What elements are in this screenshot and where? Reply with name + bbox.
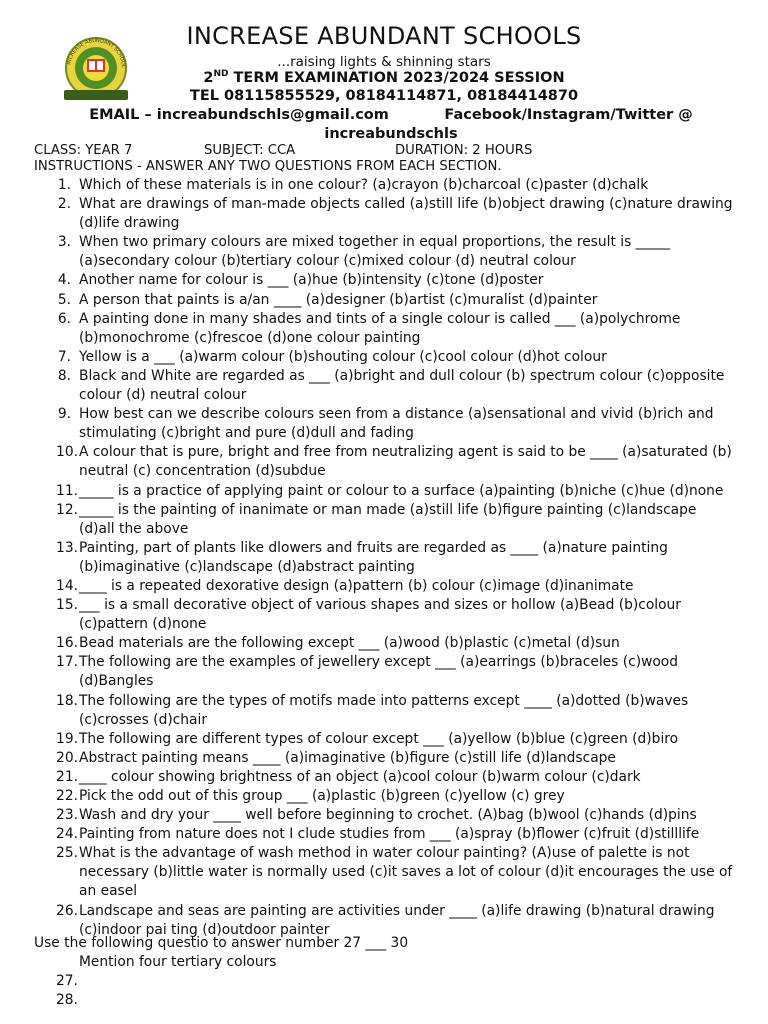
question-text: Abstract painting means ____ (a)imaginative (b)figure (c)still life (d)landscape: [79, 749, 616, 766]
question-number: 5.: [57, 291, 71, 308]
question-number: 9.: [57, 406, 71, 423]
question-text: Black and White are regarded as ___ (a)bright and dull colour (b) spectrum colour (c)opposite colour (d) neutral colour: [79, 367, 725, 404]
answer-number: 27.: [56, 973, 78, 989]
question-text: A painting done in many shades and tints of a single colour is called ___ (a)polychrome (b)monochrome (c)frescoe (d)one colour painting: [79, 310, 681, 346]
question-item: [34, 348, 734, 367]
question-number: 22.: [56, 788, 78, 804]
question-number: 7.: [57, 348, 71, 365]
question-text: Bead materials are the following except ___ (a)wood (b)plastic (c)metal (d)sun: [79, 635, 620, 652]
question-number: 10.: [56, 444, 78, 461]
question-item: [34, 405, 734, 443]
instructions: INSTRUCTIONS - ANSWER ANY TWO QUESTIONS FROM EACH SECTION.: [34, 159, 502, 174]
question-number: 12.: [56, 501, 78, 518]
question-number: 1.: [57, 177, 71, 193]
school-motto: ...raising lights & shinning stars: [277, 54, 491, 70]
question-item: [34, 443, 734, 481]
question-number: 4.: [57, 272, 71, 289]
question-number: 23.: [56, 807, 78, 824]
duration-label: DURATION: 2 HOURS: [395, 143, 533, 158]
question-list: [34, 176, 734, 940]
question-number: 13.: [56, 539, 78, 556]
question-item: [34, 653, 734, 691]
exam-title-prefix: 2: [203, 69, 214, 86]
question-number: 15.: [56, 597, 78, 614]
question-text: When two primary colours are mixed together in equal proportions, the result is _____ (a)secondary colour (b)tertiary colour (c)mixed colour (d) neutral colour: [79, 234, 671, 270]
question-number: 25.: [56, 845, 78, 862]
question-number: 26.: [56, 902, 78, 919]
question-text: ___ is a small decorative object of various shapes and sizes or hollow (a)Bead (b)colour (c)pattern (d)none: [79, 597, 681, 633]
question-item: [34, 730, 734, 749]
question-text: The following are different types of colour except ___ (a)yellow (b)blue (c)green (d)biro: [79, 730, 679, 747]
question-item: [34, 233, 734, 271]
sub-question: Mention four tertiary colours: [79, 954, 277, 970]
logo-arc-text: INCREASE ABUNDANT SCHOOL: [66, 37, 127, 69]
question-text: Painting, part of plants like dlowers and fruits are regarded as ____ (a)nature painting (b)imaginative (c)landscape (d)abstract painting: [79, 539, 668, 575]
question-text: _____ is a practice of applying paint or colour to a surface (a)painting (b)niche (c)hue (d)none: [79, 482, 724, 499]
question-number: 3.: [57, 234, 71, 251]
question-text: Pick the odd out of this group ___ (a)plastic (b)green (c)yellow (c) grey: [79, 788, 565, 804]
question-text: Which of these materials is in one colour? (a)crayon (b)charcoal (c)paster (d)chalk: [79, 177, 649, 193]
question-text: What is the advantage of wash method in water colour painting? (A)use of palette is not necessary (b)little water is normally used (c)it saves a lot of colour (d)it encourages the use of an easel: [79, 845, 733, 900]
question-text: A person that paints is a/an ____ (a)designer (b)artist (c)muralist (d)painter: [79, 291, 598, 308]
question-text: ____ is a repeated dexorative design (a)pattern (b) colour (c)image (d)inanimate: [79, 577, 634, 594]
question-number: 17.: [56, 654, 78, 671]
question-number: 24.: [56, 826, 78, 843]
question-text: ____ colour showing brightness of an object (a)cool colour (b)warm colour (c)dark: [79, 768, 641, 785]
question-text: A colour that is pure, bright and free from neutralizing agent is said to be ____ (a)saturated (b) neutral (c) concentration (d)subdue: [79, 444, 732, 480]
question-item: [34, 692, 734, 730]
question-item: [34, 825, 734, 844]
question-text: The following are the types of motifs made into patterns except ____ (a)dotted (b)waves (c)crosses (d)chair: [79, 692, 689, 728]
subject-label: SUBJECT: CCA: [204, 143, 296, 158]
question-text: How best can we describe colours seen from a distance (a)sensational and vivid (b)rich and stimulating (c)bright and pure (d)dull and fading: [79, 406, 714, 442]
question-number: 16.: [56, 635, 78, 652]
question-item: [34, 501, 734, 539]
school-name: INCREASE ABUNDANT SCHOOLS: [186, 22, 582, 50]
question-text: Yellow is a ___ (a)warm colour (b)shouting colour (c)cool colour (d)hot colour: [79, 348, 607, 365]
question-item: [34, 195, 734, 233]
question-item: [34, 844, 734, 901]
question-item: [34, 577, 734, 596]
question-item: [34, 271, 734, 290]
question-number: 21.: [56, 768, 78, 785]
question-text: Another name for colour is ___ (a)hue (b)intensity (c)tone (d)poster: [79, 272, 544, 289]
exam-title-sup: ND: [213, 69, 229, 79]
question-number: 8.: [57, 367, 71, 384]
question-item: [34, 596, 734, 634]
telephone-line: TEL 08115855529, 08184114871, 08184414870: [189, 88, 579, 104]
question-number: 11.: [56, 482, 78, 499]
section-note: Use the following questio to answer number 27 ___ 30: [34, 935, 409, 951]
question-item: [34, 310, 734, 348]
question-number: 18.: [56, 692, 78, 709]
question-number: 20.: [56, 749, 78, 766]
question-number: 19.: [56, 730, 78, 747]
question-item: [34, 634, 734, 653]
question-item: [34, 367, 734, 405]
question-item: [34, 749, 734, 768]
question-item: [34, 806, 734, 825]
question-text: Painting from nature does not I clude studies from ___ (a)spray (b)flower (c)fruit (d)stilllife: [79, 826, 700, 843]
question-item: [34, 176, 734, 195]
question-text: What are drawings of man-made objects called (a)still life (b)object drawing (c)nature drawing (d)life drawing: [79, 196, 733, 232]
question-number: 2.: [57, 196, 71, 213]
answer-number: 28.: [56, 992, 78, 1008]
exam-title-rest: TERM EXAMINATION 2023/2024 SESSION: [228, 69, 565, 86]
question-item: [34, 539, 734, 577]
question-item: [34, 768, 734, 787]
question-number: 6.: [57, 310, 71, 327]
question-item: [34, 291, 734, 310]
exam-title: [0, 69, 768, 86]
question-number: 14.: [56, 577, 78, 594]
question-item: [34, 787, 734, 806]
question-text: The following are the examples of jewellery except ___ (a)earrings (b)braceles (c)wood (d)Bangles: [79, 654, 678, 690]
question-text: Landscape and seas are painting are activities under ____ (a)life drawing (b)natural drawing (c)indoor pai ting (d)outdoor painter: [79, 902, 715, 938]
class-label: CLASS: YEAR 7: [34, 143, 133, 158]
question-text: _____ is the painting of inanimate or man made (a)still life (b)figure painting (c)landscape (d)all the above: [79, 501, 697, 537]
question-text: Wash and dry your ____ well before beginning to crochet. (A)bag (b)wool (c)hands (d)pins: [79, 807, 697, 824]
question-item: [34, 482, 734, 501]
email-social-line: EMAIL – increabundschls@gmail.com Facebook/Instagram/Twitter @ increabundschls: [89, 107, 698, 142]
